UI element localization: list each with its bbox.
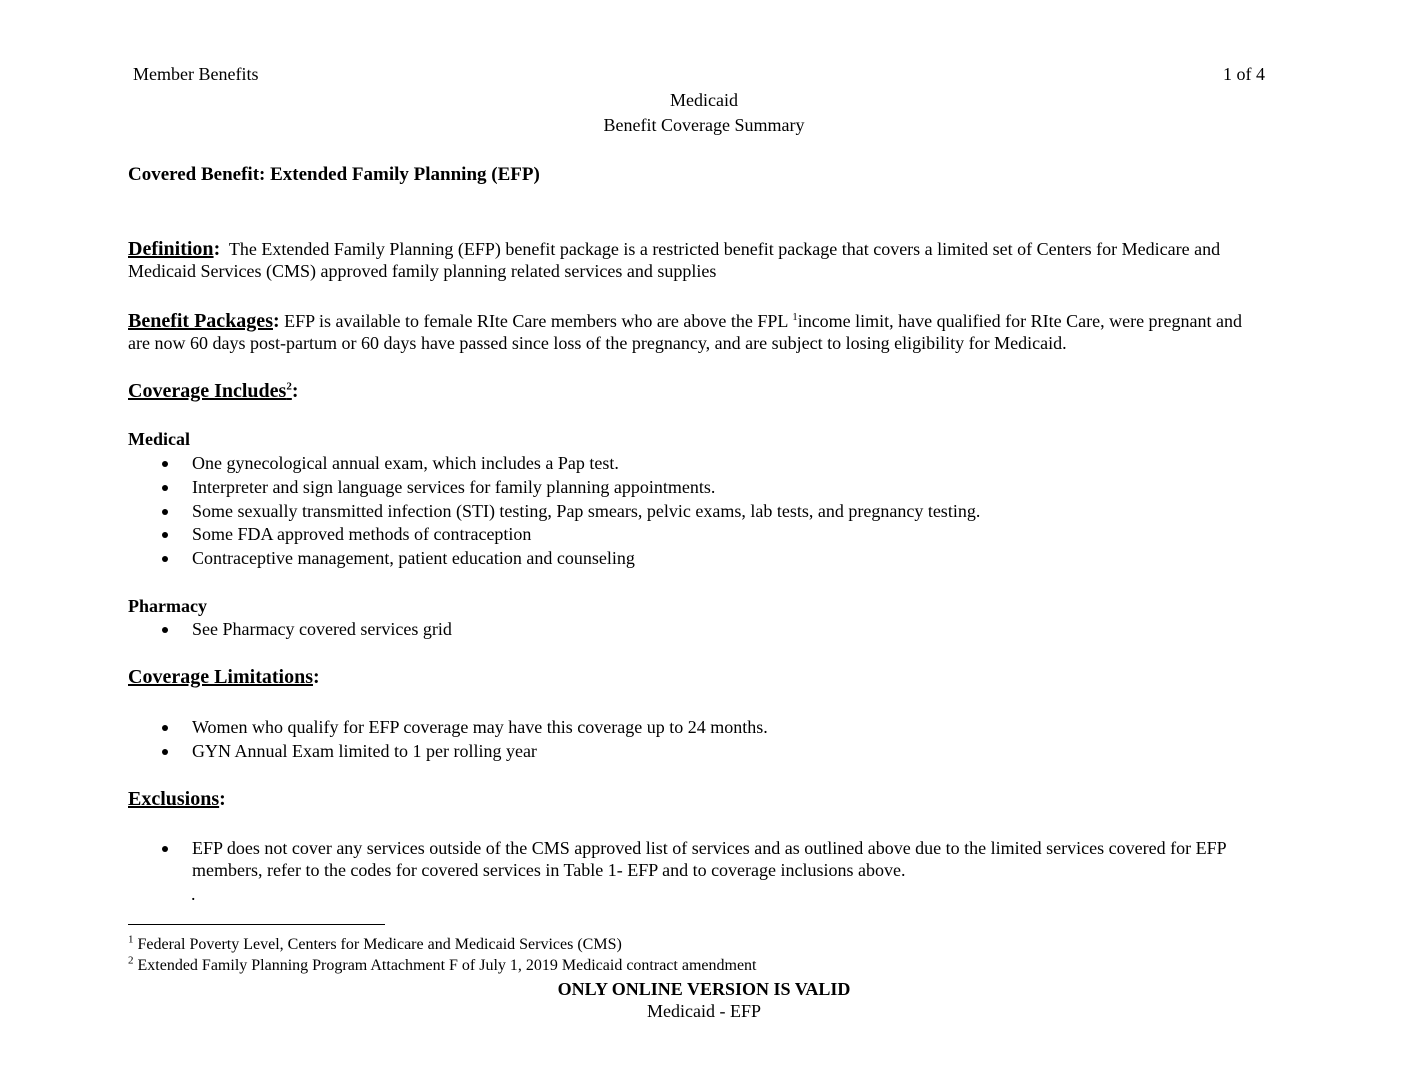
page-number: 1 of 4 (1223, 64, 1265, 84)
definition-section (128, 238, 1248, 282)
coverage-limitations-label: Coverage Limitations (128, 666, 313, 688)
medical-list (128, 452, 1278, 571)
document-subtitle: Benefit Coverage Summary (603, 115, 805, 135)
coverage-includes-heading (128, 380, 299, 403)
list-item: Some sexually transmitted infection (STI) testing, Pap smears, pelvic exams, lab tests, and pregnancy testing. (128, 500, 1278, 524)
pharmacy-list (128, 618, 1278, 642)
validity-notice: ONLY ONLINE VERSION IS VALID (557, 979, 851, 999)
exclusions-label: Exclusions (128, 788, 220, 810)
trailing-period: . (191, 884, 196, 904)
header-left-label: Member Benefits (133, 64, 259, 84)
document-title: Medicaid (670, 90, 738, 110)
covered-benefit-heading: Covered Benefit: Extended Family Planning (EFP) (128, 164, 540, 185)
exclusions-list (128, 837, 1288, 881)
footnote-1 (128, 934, 622, 955)
coverage-limitations-colon: : (312, 666, 320, 688)
benefit-packages-text-before: EFP is available to female RIte Care members who are above the FPL (284, 311, 793, 331)
limitations-list (128, 716, 1278, 764)
list-item: Interpreter and sign language services for family planning appointments. (128, 476, 1278, 500)
list-item: EFP does not cover any services outside of the CMS approved list of services and as outlined above due to the limited services covered for EFP members, refer to the codes for covered services in Table 1- EFP and to coverage inclusions above. (128, 837, 1288, 881)
exclusions-colon: : (219, 788, 226, 810)
exclusions-heading (128, 788, 226, 811)
list-item: Women who qualify for EFP coverage may have this coverage up to 24 months. (128, 716, 1278, 740)
list-item: One gynecological annual exam, which includes a Pap test. (128, 452, 1278, 476)
definition-label: Definition (128, 238, 214, 260)
list-item: Contraceptive management, patient education and counseling (128, 547, 1278, 571)
coverage-includes-label: Coverage Includes$^2$ (128, 380, 292, 402)
benefit-packages-colon: : (272, 310, 280, 332)
footnote-number: 1 (128, 933, 134, 946)
definition-text: The Extended Family Planning (EFP) benefit package is a restricted benefit package that covers a limited set of Centers for Medicare and Medicaid Services (CMS) approved family planning related services and supplies (128, 239, 1221, 281)
benefit-packages-label: Benefit Packages (128, 310, 273, 332)
medical-subheading: Medical (128, 429, 190, 449)
footnote-ref-1: 1 (792, 311, 798, 323)
footer-document-name: Medicaid - EFP (647, 1001, 761, 1021)
footnote-ref-2: 2 (286, 380, 292, 393)
footnote-text: Extended Family Planning Program Attachment F of July 1, 2019 Medicaid contract amendment (137, 957, 757, 974)
definition-colon: : (213, 238, 221, 260)
list-item: See Pharmacy covered services grid (128, 618, 1278, 642)
coverage-includes-colon: : (291, 380, 299, 402)
coverage-limitations-heading (128, 666, 320, 689)
list-item: Some FDA approved methods of contraception (128, 523, 1278, 547)
benefit-packages-section (128, 310, 1268, 354)
footnote-2 (128, 955, 757, 976)
footnote-number: 2 (128, 954, 134, 967)
list-item: GYN Annual Exam limited to 1 per rolling year (128, 740, 1278, 764)
footnote-text: Federal Poverty Level, Centers for Medicare and Medicaid Services (CMS) (137, 936, 622, 953)
pharmacy-subheading: Pharmacy (128, 596, 207, 616)
footnote-divider (128, 924, 385, 925)
benefit-packages-text-after: income limit, have qualified for RIte Care, were pregnant and are now 60 days post-partum or 60 days have passed since loss of the pregnancy, and are subject to losing eligibility for Medicaid. (128, 311, 1243, 353)
